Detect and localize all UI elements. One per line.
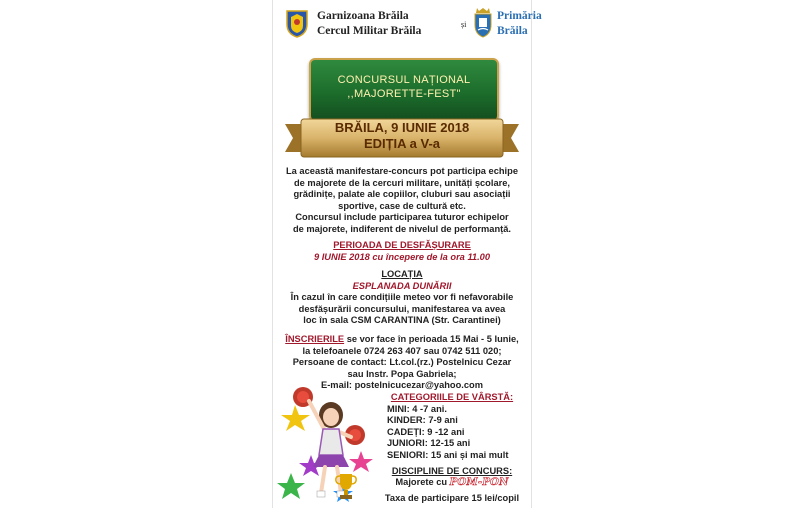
period-heading: PERIOADA DE DESFĂȘURARE bbox=[333, 240, 471, 250]
location-line: loc în sala CSM CARANTINA (Str. Carantinei) bbox=[303, 315, 501, 326]
category-item: KINDER: 7-9 ani bbox=[387, 415, 458, 426]
event-date: BRĂILA, 9 IUNIE 2018 bbox=[334, 120, 470, 135]
trophy-icon bbox=[335, 472, 357, 500]
organizer-garrison-line2: Cercul Militar Brăila bbox=[317, 25, 422, 37]
location-section bbox=[273, 269, 531, 327]
intro-line: de majorete, indiferent de nivelul de performanță. bbox=[292, 223, 511, 234]
location-line: În cazul în care condițiile meteo vor fi nefavorabile bbox=[290, 292, 514, 303]
intro-line: La această manifestare-concurs pot participa echipe bbox=[286, 166, 518, 176]
intro-line: de majorete de la cercuri militare, unități școlare, bbox=[294, 177, 510, 188]
category-item: JUNIORI: 12-15 ani bbox=[387, 438, 471, 449]
registration-heading: ÎNSCRIERILE bbox=[285, 334, 345, 344]
organizer-garrison bbox=[317, 9, 457, 39]
intro-paragraph bbox=[273, 166, 531, 236]
banner-title-line1: CONCURSUL NAȚIONAL bbox=[337, 74, 471, 86]
organizer-city-line1: Primăria bbox=[497, 10, 542, 22]
disciplines-heading: DISCIPLINE DE CONCURS: bbox=[391, 465, 513, 476]
city-crest-icon bbox=[473, 8, 493, 38]
categories-column bbox=[377, 392, 527, 504]
intro-line: sportive, case de cultură etc. bbox=[338, 200, 466, 211]
registration-section bbox=[273, 334, 531, 392]
category-item: MINI: 4 -7 ani. bbox=[387, 403, 447, 414]
category-item: SENIORI: 15 ani și mai mult bbox=[387, 449, 509, 460]
cheerleader-illustration-icon bbox=[281, 385, 377, 503]
banner-title bbox=[309, 73, 499, 101]
intro-line: Concursul include participarea tuturor echipelor bbox=[295, 212, 509, 223]
registration-line1 bbox=[273, 334, 531, 346]
period-section bbox=[273, 240, 531, 263]
disciplines-line bbox=[377, 477, 527, 489]
categories-heading: CATEGORIILE DE VÂRSTĂ: bbox=[390, 392, 514, 402]
location-line: desfășurării concursului, manifestarea va avea bbox=[298, 303, 506, 314]
pompon-label: POM-PON bbox=[449, 477, 509, 489]
registration-line: Persoane de contact: Lt.col.(rz.) Postelnicu Cezar bbox=[292, 357, 512, 368]
ribbon-text bbox=[285, 120, 519, 152]
organizer-garrison-line1: Garnizoana Brăila bbox=[317, 10, 409, 22]
category-item: CADEȚI: 9 -12 ani bbox=[387, 426, 465, 437]
registration-line: la telefoanele 0724 263 407 sau 0742 511 020; bbox=[302, 345, 502, 356]
location-heading: LOCAȚIA bbox=[381, 269, 423, 279]
organizer-city-hall bbox=[497, 9, 557, 39]
event-poster bbox=[272, 0, 542, 508]
categories-list bbox=[387, 404, 527, 462]
banner-title-line2: ,,MAJORETTE-FEST" bbox=[347, 88, 461, 100]
participation-fee: Taxa de participare 15 lei/copil bbox=[384, 492, 520, 503]
registration-line: sau Instr. Popa Gabriela; bbox=[347, 368, 457, 379]
period-text: 9 IUNIE 2018 cu începere de la ora 11.00 bbox=[313, 251, 491, 262]
garrison-crest-icon bbox=[285, 8, 309, 38]
registration-email: E-mail: postelnicucezar@yahoo.com bbox=[321, 380, 483, 391]
location-place: ESPLANADA DUNĂRII bbox=[352, 280, 452, 291]
organizer-city-line2: Brăila bbox=[497, 25, 528, 37]
event-edition: EDIȚIA a V-a bbox=[363, 136, 441, 151]
registration-period: se vor face în perioada 15 Mai - 5 Iunie, bbox=[344, 334, 519, 344]
intro-line: grădinițe, palate ale copiilor, cluburi sau asociații bbox=[293, 189, 511, 200]
conjunction: și bbox=[461, 20, 467, 29]
disciplines-text: Majorete cu bbox=[395, 477, 448, 488]
